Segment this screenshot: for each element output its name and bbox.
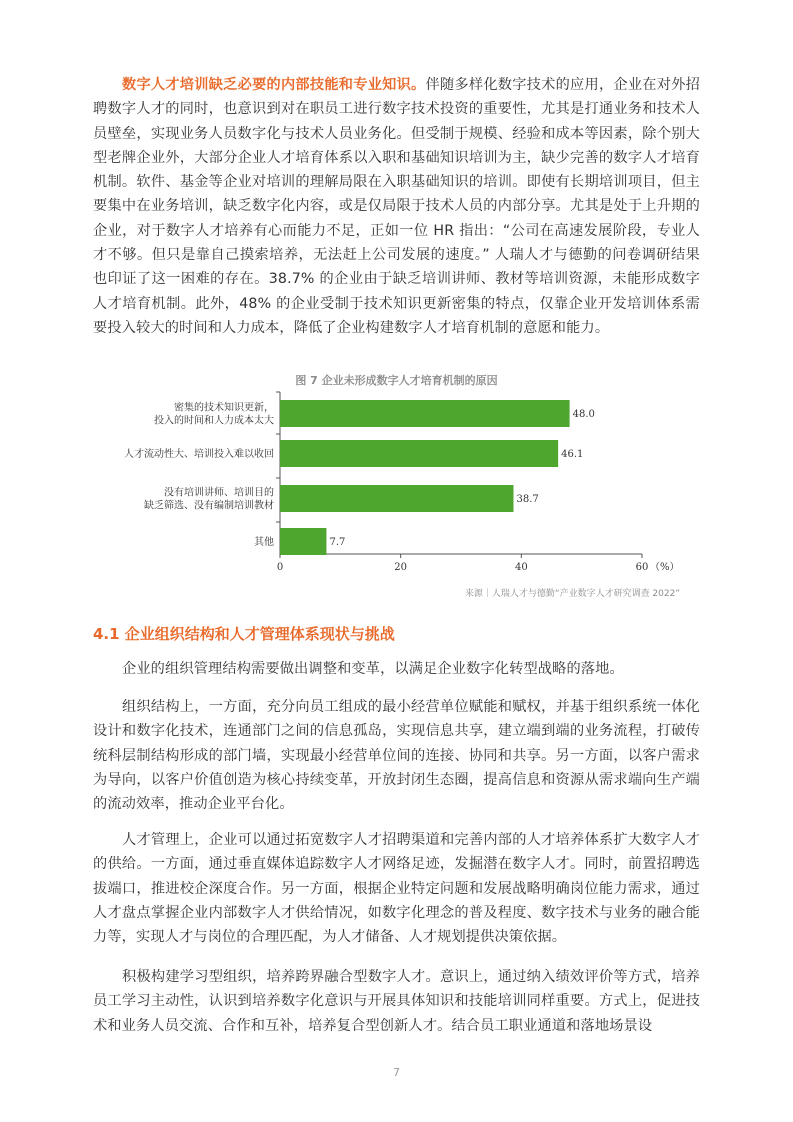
x-tick-label: 20 (394, 562, 408, 573)
paragraph-org-structure-intro: 企业的组织管理结构需要做出调整和变革，以满足企业数字化转型战略的落地。 (122, 661, 624, 677)
x-tick-label: 0 (276, 562, 284, 573)
category-label: 缺乏筛选、没有编制培训教材 (144, 500, 274, 512)
bar-value-label: 48.0 (572, 409, 595, 420)
x-tick-label: 40 (514, 562, 528, 573)
bar-value-label: 38.7 (516, 494, 539, 505)
category-label: 投入的时间和人力成本太大 (154, 415, 274, 427)
section-title: 4.1 企业组织结构和人才管理体系现状与挑战 (93, 625, 395, 643)
bar-value-label: 7.7 (329, 537, 346, 548)
bar-1 (280, 400, 570, 427)
figure-7 (93, 370, 700, 605)
bar-chart (93, 390, 700, 602)
paragraph-organization-structure: 组织结构上，一方面，充分向员工组成的最小经营单位赋能和赋权，并基于组织系统一体化设计和数字化技术，连通部门之间的信息孤岛，实现信息共享，建立端到端的业务流程，打破传统科层制结构形成的部门墙，实现最小经营单位间的连接、协同和共享。另一方面，以客户需求为导向，以客户价值创造为核心持续变革，开放封闭生态圈，提高信息和资源从需求端向生产端的流动效率，推动企业平台化。 (93, 699, 700, 813)
category-label: 其他 (254, 537, 274, 548)
chart-title: 图 7 企业未形成数字人才培育机制的原因 (295, 374, 498, 387)
x-tick-label: 60 (635, 562, 649, 573)
chart-source: 来源｜人瑞人才与德勤“产业数字人才研究调查 2022” (464, 589, 680, 599)
x-axis-unit-label: （%） (650, 562, 680, 573)
bar-value-label: 46.1 (561, 449, 584, 460)
category-label: 密集的技术知识更新， (174, 402, 274, 414)
bar-3 (280, 485, 513, 512)
bar-2 (280, 440, 558, 467)
category-label: 人才流动性大、培训投入难以收回 (124, 449, 274, 460)
category-label: 没有培训讲师、培训目的 (164, 487, 274, 499)
paragraph-body: 伴随多样化数字技术的应用，企业在对外招聘数字人才的同时，也意识到对在职员工进行数字技术投资的重要性，尤其是打通业务和技术人员壁垒，实现业务人员数字化与技术人员业务化。但受制于规模、经验和成本等因素，除个别大型老牌企业外，大部分企业人才培育体系以入职和基础知识培训为主，缺少完善的数字人才培育机制。软件、基金等企业对培训的理解局限在入职基础知识的培训。即使有长期培训项目，但主要集中在业务培训，缺乏数字化内容，或是仅局限于技术人员的内部分享。尤其是处于上升期的企业，对于数字人才培养有心而能力不足，正如一位 HR 指出：“公司在高速发展阶段，专业人才不够。但只是靠自己摸索培养，无法赶上公司发展的速度。” 人瑞人才与德勤的问卷调研结果也印证了这一困难的存在。38.7% 的企业由于缺乏培训讲师、教材等培训资源，未能形成数字人才培育机制。此外，48% 的企业受制于技术知识更新密集的特点，仅靠企业开发培训体系需要投入较大的时间和人力成本，降低了企业构建数字人才培育机制的意愿和能力。 (93, 77, 700, 336)
paragraph-talent-management: 人才管理上，企业可以通过拓宽数字人才招聘渠道和完善内部的人才培养体系扩大数字人才的供给。一方面，通过垂直媒体追踪数字人才网络足迹，发掘潜在数字人才。同时，前置招聘选拔端口，推进校企深度合作。另一方面，根据企业特定问题和发展战略明确岗位能力需求，通过人才盘点掌握企业内部数字人才供给情况，如数字化理念的普及程度、数字技术与业务的融合能力等，实现人才与岗位的合理匹配，为人才储备、人才规划提供决策依据。 (93, 832, 700, 946)
paragraph-lead-heading: 数字人才培训缺乏必要的内部技能和专业知识。 (122, 77, 426, 93)
bar-4 (280, 528, 326, 555)
paragraph-learning-organization: 积极构建学习型组织，培养跨界融合型数字人才。意识上，通过纳入绩效评价等方式，培养员工学习主动性，认识到培养数字化意识与开展具体知识和技能培训同样重要。方式上，促进技术和业务人员交流、合作和互补，培养复合型创新人才。结合员工职业通道和落地场景设 (93, 969, 700, 1034)
page-number: 7 (393, 1066, 400, 1079)
paragraph-digital-talent-training (93, 73, 700, 340)
